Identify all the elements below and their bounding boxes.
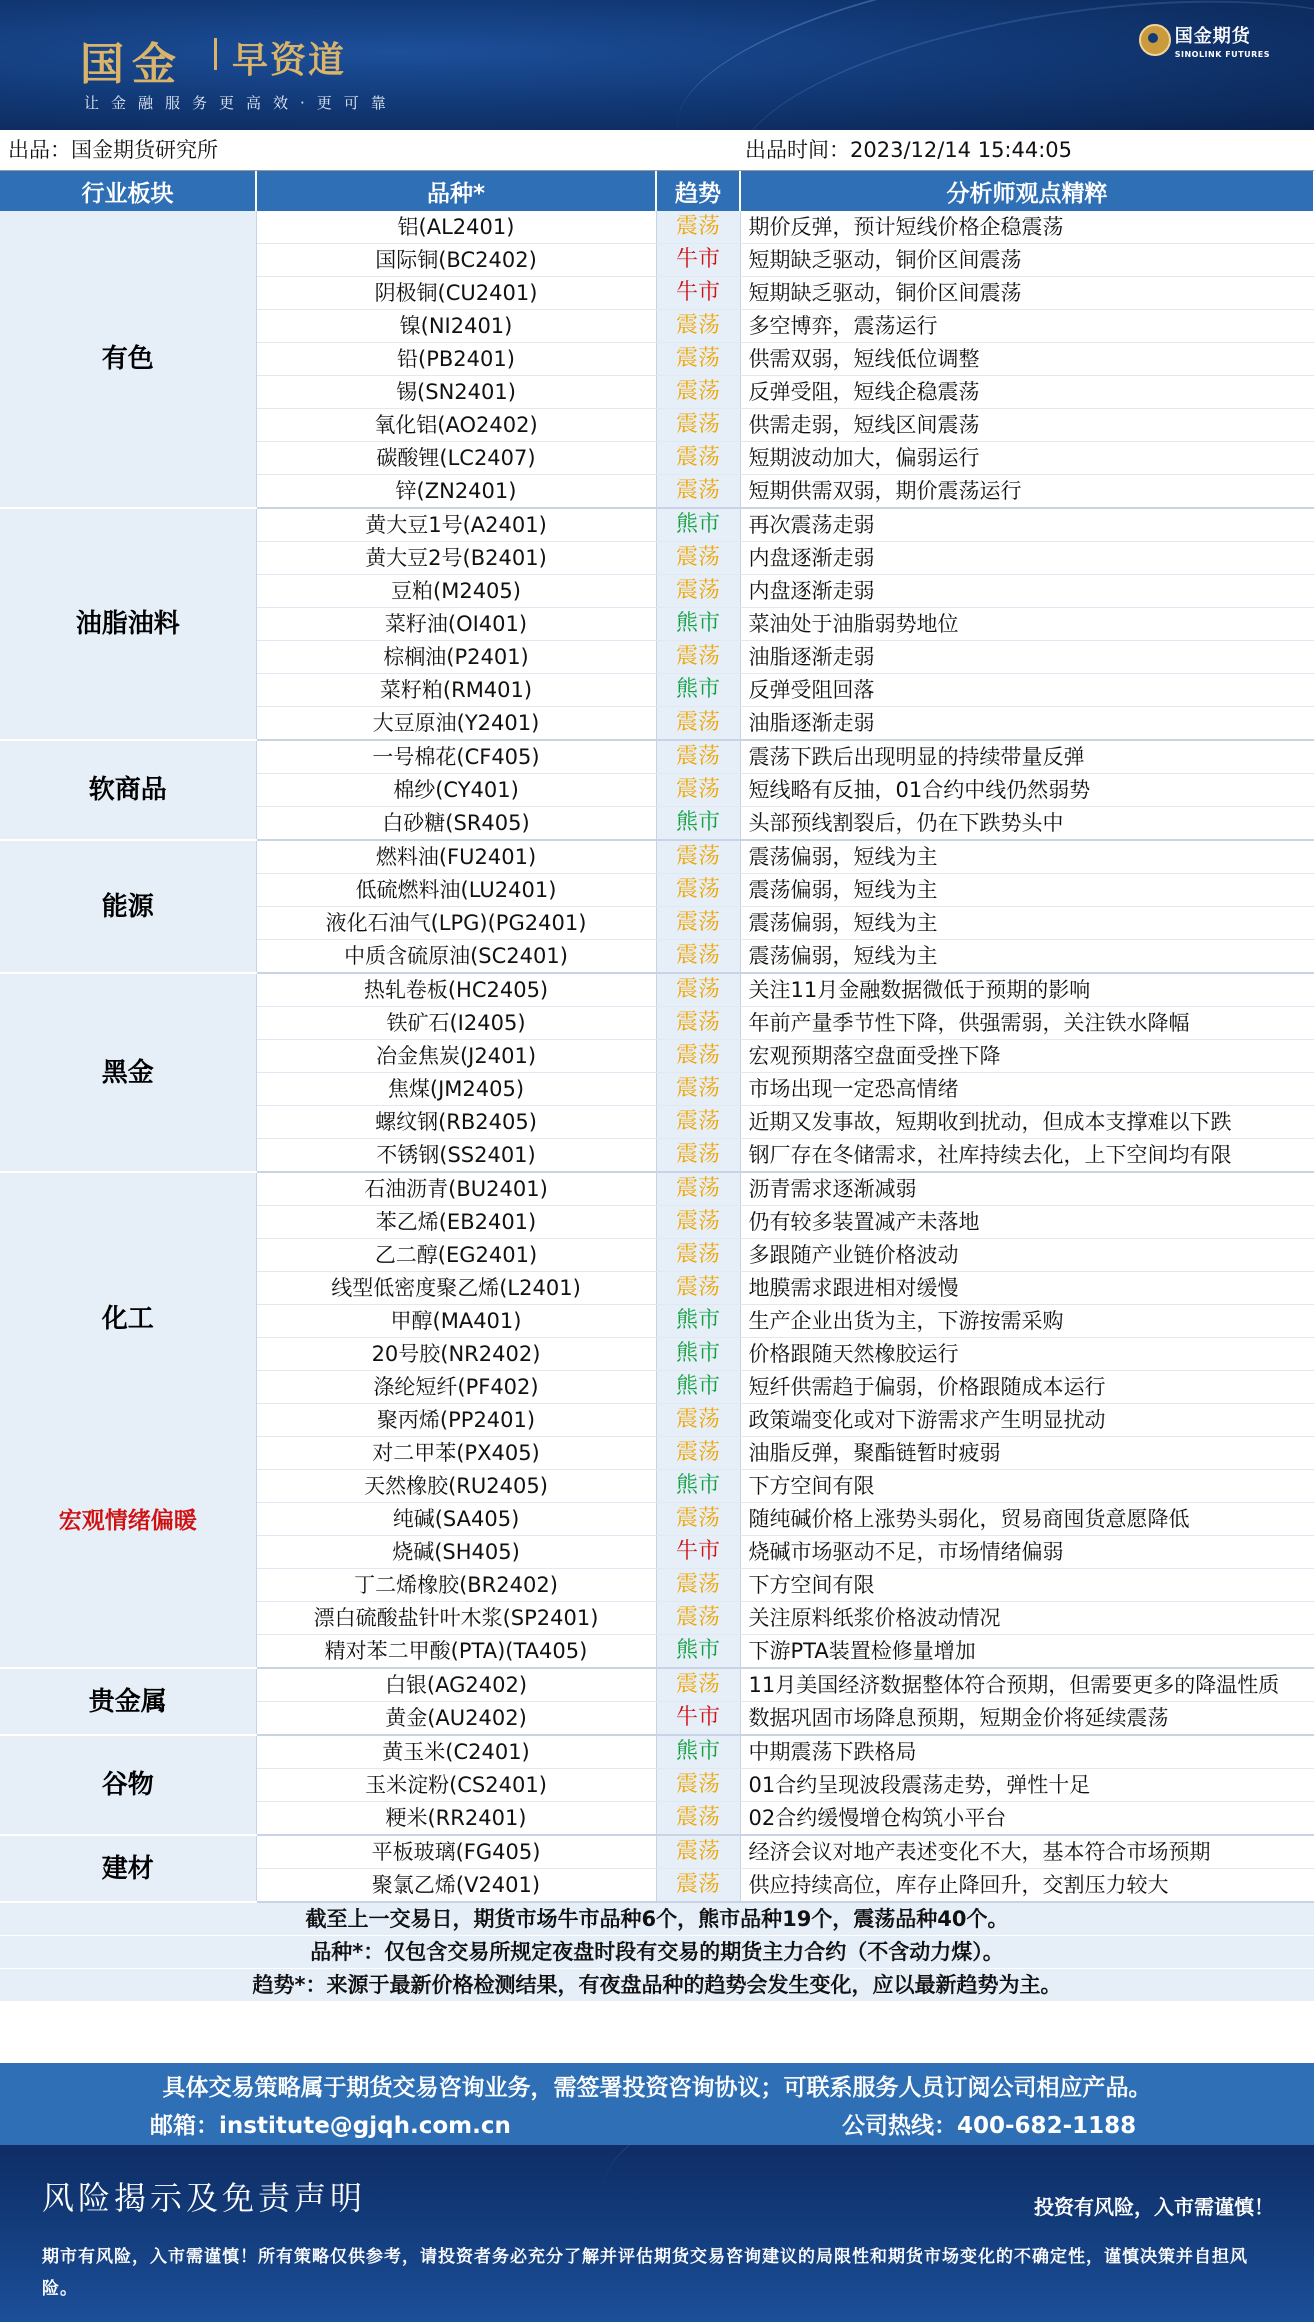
sector-label: 黑金 (101, 1057, 154, 1088)
trend-cell: 牛市 (656, 244, 740, 277)
sector-cell (0, 1735, 256, 1835)
product-cell: 烧碱(SH405) (256, 1536, 656, 1569)
product-cell: 热轧卷板(HC2405) (256, 973, 656, 1007)
analyst-view-cell: 震荡偏弱，短线为主 (740, 940, 1314, 974)
analyst-view-cell: 烧碱市场驱动不足，市场情绪偏弱 (740, 1536, 1314, 1569)
brand-coin-icon (1139, 24, 1171, 56)
disclaimer-title: 风险揭示及免责声明 (42, 2179, 367, 2217)
trend-cell: 震荡 (656, 774, 740, 807)
summary-note: 截至上一交易日，期货市场牛市品种6个，熊市品种19个，震荡品种40个。 (0, 1902, 1314, 1936)
trend-cell: 牛市 (656, 1536, 740, 1569)
trend-cell: 震荡 (656, 1272, 740, 1305)
disclaimer-body: 期市有风险，入市需谨慎！所有策略仅供参考，请投资者务必充分了解并评估期货交易咨询建议的局限性和期货市场变化的不确定性，谨慎决策并自担风险。 (42, 2247, 1248, 2299)
analyst-view-cell: 短期缺乏驱动，铜价区间震荡 (740, 244, 1314, 277)
sector-label: 油脂油料 (75, 609, 180, 639)
trend-cell: 牛市 (656, 1702, 740, 1736)
publish-time: 出品时间：2023/12/14 15:44:05 (745, 138, 1073, 162)
summary-note-row (0, 1902, 1314, 1936)
analyst-view-cell: 供需走弱，短线区间震荡 (740, 409, 1314, 442)
product-cell: 苯乙烯(EB2401) (256, 1206, 656, 1239)
product-cell: 碳酸锂(LC2407) (256, 442, 656, 475)
product-cell: 石油沥青(BU2401) (256, 1172, 656, 1206)
product-cell: 不锈钢(SS2401) (256, 1139, 656, 1173)
product-cell: 液化石油气(LPG)(PG2401) (256, 907, 656, 940)
disclaimer-footer (0, 2145, 1314, 2322)
product-cell: 黄大豆1号(A2401) (256, 508, 656, 542)
product-cell: 豆粕(M2405) (256, 575, 656, 608)
header-product: 品种* (256, 171, 656, 211)
product-cell: 棕榈油(P2401) (256, 641, 656, 674)
sector-label: 能源 (101, 891, 154, 922)
analyst-view-cell: 生产企业出货为主，下游按需采购 (740, 1305, 1314, 1338)
product-cell: 铁矿石(I2405) (256, 1007, 656, 1040)
product-cell: 氧化铝(AO2402) (256, 409, 656, 442)
hotline-contact: 公司热线：400-682-1188 (842, 2113, 1137, 2139)
sector-label: 贵金属 (88, 1686, 167, 1717)
trend-cell: 震荡 (656, 575, 740, 608)
product-cell: 锡(SN2401) (256, 376, 656, 409)
trend-cell: 熊市 (656, 1735, 740, 1769)
summary-note-row (0, 1936, 1314, 1969)
analyst-view-cell: 反弹受阻回落 (740, 674, 1314, 707)
summary-note: 品种*：仅包含交易所规定夜盘时段有交易的期货主力合约（不含动力煤）。 (0, 1936, 1314, 1969)
product-cell: 菜籽油(OI401) (256, 608, 656, 641)
analyst-view-cell: 再次震荡走弱 (740, 508, 1314, 542)
analyst-view-cell: 随纯碱价格上涨势头弱化，贸易商囤货意愿降低 (740, 1503, 1314, 1536)
table-row (0, 740, 1314, 774)
trend-cell: 熊市 (656, 807, 740, 841)
brand-name: 国金期货 (1174, 26, 1251, 47)
product-cell: 镍(NI2401) (256, 310, 656, 343)
table-row (0, 1172, 1314, 1206)
analyst-view-cell: 沥青需求逐渐减弱 (740, 1172, 1314, 1206)
product-cell: 螺纹钢(RB2405) (256, 1106, 656, 1139)
summary-note: 趋势*：来源于最新价格检测结果，有夜盘品种的趋势会发生变化，应以最新趋势为主。 (0, 1969, 1314, 2002)
analyst-view-cell: 油脂逐渐走弱 (740, 641, 1314, 674)
table-row (0, 973, 1314, 1007)
analyst-view-cell: 震荡偏弱，短线为主 (740, 874, 1314, 907)
product-cell: 黄玉米(C2401) (256, 1735, 656, 1769)
trend-cell: 熊市 (656, 674, 740, 707)
trend-cell: 震荡 (656, 641, 740, 674)
slogan: 让金融服务更高效·更可靠 (84, 94, 398, 112)
analyst-view-cell: 市场出现一定恐高情绪 (740, 1073, 1314, 1106)
sector-cell (0, 740, 256, 840)
analyst-view-cell: 短纤供需趋于偏弱，价格跟随成本运行 (740, 1371, 1314, 1404)
product-cell: 漂白硫酸盐针叶木浆(SP2401) (256, 1602, 656, 1635)
analyst-view-cell: 01合约呈现波段震荡走势，弹性十足 (740, 1769, 1314, 1802)
product-cell: 天然橡胶(RU2405) (256, 1470, 656, 1503)
logo-main: 国金 (80, 39, 184, 90)
strategy-table (0, 171, 1314, 2002)
product-cell: 阴极铜(CU2401) (256, 277, 656, 310)
trend-cell: 熊市 (656, 1371, 740, 1404)
sector-label: 化工 (101, 1304, 154, 1334)
analyst-view-cell: 下游PTA装置检修量增加 (740, 1635, 1314, 1669)
sector-cell (0, 1668, 256, 1735)
analyst-view-cell: 多跟随产业链价格波动 (740, 1239, 1314, 1272)
trend-cell: 震荡 (656, 1835, 740, 1869)
trend-cell: 震荡 (656, 1769, 740, 1802)
analyst-view-cell: 钢厂存在冬储需求，社库持续去化，上下空间均有限 (740, 1139, 1314, 1173)
product-cell: 乙二醇(EG2401) (256, 1239, 656, 1272)
trend-cell: 震荡 (656, 1668, 740, 1702)
analyst-view-cell: 下方空间有限 (740, 1470, 1314, 1503)
trend-cell: 震荡 (656, 1869, 740, 1903)
logo-separator (214, 38, 217, 70)
trend-cell: 震荡 (656, 840, 740, 874)
product-cell: 铝(AL2401) (256, 211, 656, 244)
product-cell: 菜籽粕(RM401) (256, 674, 656, 707)
sector-cell (0, 1172, 256, 1668)
sector-cell (0, 840, 256, 973)
analyst-view-cell: 短期供需双弱，期价震荡运行 (740, 475, 1314, 509)
contact-band (0, 2063, 1314, 2145)
trend-cell: 震荡 (656, 874, 740, 907)
product-cell: 焦煤(JM2405) (256, 1073, 656, 1106)
analyst-view-cell: 宏观预期落空盘面受挫下降 (740, 1040, 1314, 1073)
product-cell: 白银(AG2402) (256, 1668, 656, 1702)
sector-label: 软商品 (88, 775, 167, 805)
analyst-view-cell: 震荡偏弱，短线为主 (740, 840, 1314, 874)
sector-cell (0, 1835, 256, 1902)
analyst-view-cell: 内盘逐渐走弱 (740, 575, 1314, 608)
analyst-view-cell: 价格跟随天然橡胶运行 (740, 1338, 1314, 1371)
product-cell: 棉纱(CY401) (256, 774, 656, 807)
trend-cell: 震荡 (656, 1404, 740, 1437)
trend-cell: 震荡 (656, 1139, 740, 1173)
analyst-view-cell: 供应持续高位，库存止降回升，交割压力较大 (740, 1869, 1314, 1903)
analyst-view-cell: 短线略有反抽，01合约中线仍然弱势 (740, 774, 1314, 807)
analyst-view-cell: 中期震荡下跌格局 (740, 1735, 1314, 1769)
analyst-view-cell: 关注原料纸浆价格波动情况 (740, 1602, 1314, 1635)
trend-cell: 震荡 (656, 1040, 740, 1073)
analyst-view-cell: 数据巩固市场降息预期，短期金价将延续震荡 (740, 1702, 1314, 1736)
trend-cell: 熊市 (656, 1470, 740, 1503)
product-cell: 国际铜(BC2402) (256, 244, 656, 277)
analyst-view-cell: 政策端变化或对下游需求产生明显扰动 (740, 1404, 1314, 1437)
trend-cell: 震荡 (656, 1569, 740, 1602)
trend-cell: 震荡 (656, 409, 740, 442)
trend-cell: 震荡 (656, 1172, 740, 1206)
trend-cell: 震荡 (656, 310, 740, 343)
sector-label: 谷物 (101, 1770, 154, 1800)
product-cell: 一号棉花(CF405) (256, 740, 656, 774)
product-cell: 丁二烯橡胶(BR2402) (256, 1569, 656, 1602)
table-row (0, 840, 1314, 874)
product-cell: 锌(ZN2401) (256, 475, 656, 509)
table-row (0, 508, 1314, 542)
analyst-view-cell: 油脂逐渐走弱 (740, 707, 1314, 741)
product-cell: 粳米(RR2401) (256, 1802, 656, 1836)
table-row (0, 1668, 1314, 1702)
analyst-view-cell: 关注11月金融数据微低于预期的影响 (740, 973, 1314, 1007)
table-row (0, 1735, 1314, 1769)
product-cell: 精对苯二甲酸(PTA)(TA405) (256, 1635, 656, 1669)
brand-logo (1175, 22, 1270, 59)
analyst-view-cell: 地膜需求跟进相对缓慢 (740, 1272, 1314, 1305)
analyst-view-cell: 菜油处于油脂弱势地位 (740, 608, 1314, 641)
trend-cell: 震荡 (656, 1802, 740, 1836)
trend-cell: 震荡 (656, 211, 740, 244)
sector-cell (0, 211, 256, 508)
table-row (0, 1835, 1314, 1869)
sector-label: 有色 (101, 344, 154, 374)
trend-cell: 震荡 (656, 1007, 740, 1040)
analyst-view-cell: 供需双弱，短线低位调整 (740, 343, 1314, 376)
trend-cell: 熊市 (656, 1305, 740, 1338)
trend-cell: 牛市 (656, 277, 740, 310)
analyst-view-cell: 11月美国经济数据整体符合预期，但需要更多的降温性质 (740, 1668, 1314, 1702)
product-cell: 线型低密度聚乙烯(L2401) (256, 1272, 656, 1305)
header-trend: 趋势 (656, 171, 740, 211)
product-cell: 大豆原油(Y2401) (256, 707, 656, 741)
trend-cell: 震荡 (656, 542, 740, 575)
info-row (0, 130, 1314, 171)
trend-cell: 熊市 (656, 1338, 740, 1371)
analyst-view-cell: 短期缺乏驱动，铜价区间震荡 (740, 277, 1314, 310)
product-cell: 冶金焦炭(J2401) (256, 1040, 656, 1073)
logo-subtitle: 早资道 (232, 40, 347, 81)
product-cell: 涤纶短纤(PF402) (256, 1371, 656, 1404)
product-cell: 中质含硫原油(SC2401) (256, 940, 656, 974)
product-cell: 对二甲苯(PX405) (256, 1437, 656, 1470)
analyst-view-cell: 反弹受阻，短线企稳震荡 (740, 376, 1314, 409)
trend-cell: 震荡 (656, 1106, 740, 1139)
summary-note-row (0, 1969, 1314, 2002)
analyst-view-cell: 期价反弹，预计短线价格企稳震荡 (740, 211, 1314, 244)
header-banner (0, 0, 1314, 130)
product-cell: 聚丙烯(PP2401) (256, 1404, 656, 1437)
product-cell: 甲醇(MA401) (256, 1305, 656, 1338)
trend-cell: 震荡 (656, 376, 740, 409)
trend-cell: 震荡 (656, 740, 740, 774)
trend-cell: 震荡 (656, 475, 740, 509)
product-cell: 白砂糖(SR405) (256, 807, 656, 841)
analyst-view-cell: 多空博弈，震荡运行 (740, 310, 1314, 343)
trend-cell: 震荡 (656, 907, 740, 940)
table-row (0, 211, 1314, 244)
risk-warning: 投资有风险，入市需谨慎！ (1034, 2195, 1274, 2219)
trend-cell: 震荡 (656, 940, 740, 974)
trend-cell: 震荡 (656, 1073, 740, 1106)
analyst-view-cell: 经济会议对地产表述变化不大，基本符合市场预期 (740, 1835, 1314, 1869)
macro-sentiment-note: 宏观情绪偏暖 (58, 1508, 197, 1534)
sector-cell (0, 973, 256, 1172)
product-cell: 黄金(AU2402) (256, 1702, 656, 1736)
analyst-view-cell: 震荡偏弱，短线为主 (740, 907, 1314, 940)
product-cell: 燃料油(FU2401) (256, 840, 656, 874)
analyst-view-cell: 油脂反弹，聚酯链暂时疲弱 (740, 1437, 1314, 1470)
analyst-view-cell: 年前产量季节性下降，供强需弱，关注铁水降幅 (740, 1007, 1314, 1040)
trend-cell: 震荡 (656, 1437, 740, 1470)
analyst-view-cell: 近期又发事故，短期收到扰动，但成本支撑难以下跌 (740, 1106, 1314, 1139)
trend-cell: 震荡 (656, 973, 740, 1007)
product-cell: 20号胶(NR2402) (256, 1338, 656, 1371)
product-cell: 玉米淀粉(CS2401) (256, 1769, 656, 1802)
analyst-view-cell: 仍有较多装置减产未落地 (740, 1206, 1314, 1239)
trend-cell: 震荡 (656, 1503, 740, 1536)
trend-cell: 熊市 (656, 508, 740, 542)
product-cell: 平板玻璃(FG405) (256, 1835, 656, 1869)
product-cell: 纯碱(SA405) (256, 1503, 656, 1536)
analyst-view-cell: 头部预线割裂后，仍在下跌势头中 (740, 807, 1314, 841)
analyst-view-cell: 震荡下跌后出现明显的持续带量反弹 (740, 740, 1314, 774)
table-header-row (0, 171, 1314, 211)
trend-cell: 震荡 (656, 442, 740, 475)
analyst-view-cell: 短期波动加大，偏弱运行 (740, 442, 1314, 475)
product-cell: 聚氯乙烯(V2401) (256, 1869, 656, 1903)
product-cell: 低硫燃料油(LU2401) (256, 874, 656, 907)
email-contact[interactable]: 邮箱：institute@gjqh.com.cn (150, 2113, 511, 2139)
header-sector: 行业板块 (0, 171, 256, 211)
sector-label: 建材 (101, 1853, 154, 1884)
trend-cell: 震荡 (656, 1602, 740, 1635)
trend-cell: 震荡 (656, 707, 740, 741)
trend-cell: 熊市 (656, 608, 740, 641)
brand-english-name: SINOLINK FUTURES (1174, 50, 1270, 59)
table-body (0, 211, 1314, 2002)
publisher: 出品：国金期货研究所 (8, 138, 218, 162)
trend-cell: 震荡 (656, 343, 740, 376)
product-cell: 铅(PB2401) (256, 343, 656, 376)
product-cell: 黄大豆2号(B2401) (256, 542, 656, 575)
analyst-view-cell: 下方空间有限 (740, 1569, 1314, 1602)
sector-cell (0, 508, 256, 740)
subscription-notice: 具体交易策略属于期货交易咨询业务，需签署投资咨询协议；可联系服务人员订阅公司相应产品。 (162, 2075, 1152, 2101)
trend-cell: 震荡 (656, 1206, 740, 1239)
trend-cell: 熊市 (656, 1635, 740, 1669)
analyst-view-cell: 内盘逐渐走弱 (740, 542, 1314, 575)
header-view: 分析师观点精粹 (740, 171, 1314, 211)
analyst-view-cell: 02合约缓慢增仓构筑小平台 (740, 1802, 1314, 1836)
trend-cell: 震荡 (656, 1239, 740, 1272)
